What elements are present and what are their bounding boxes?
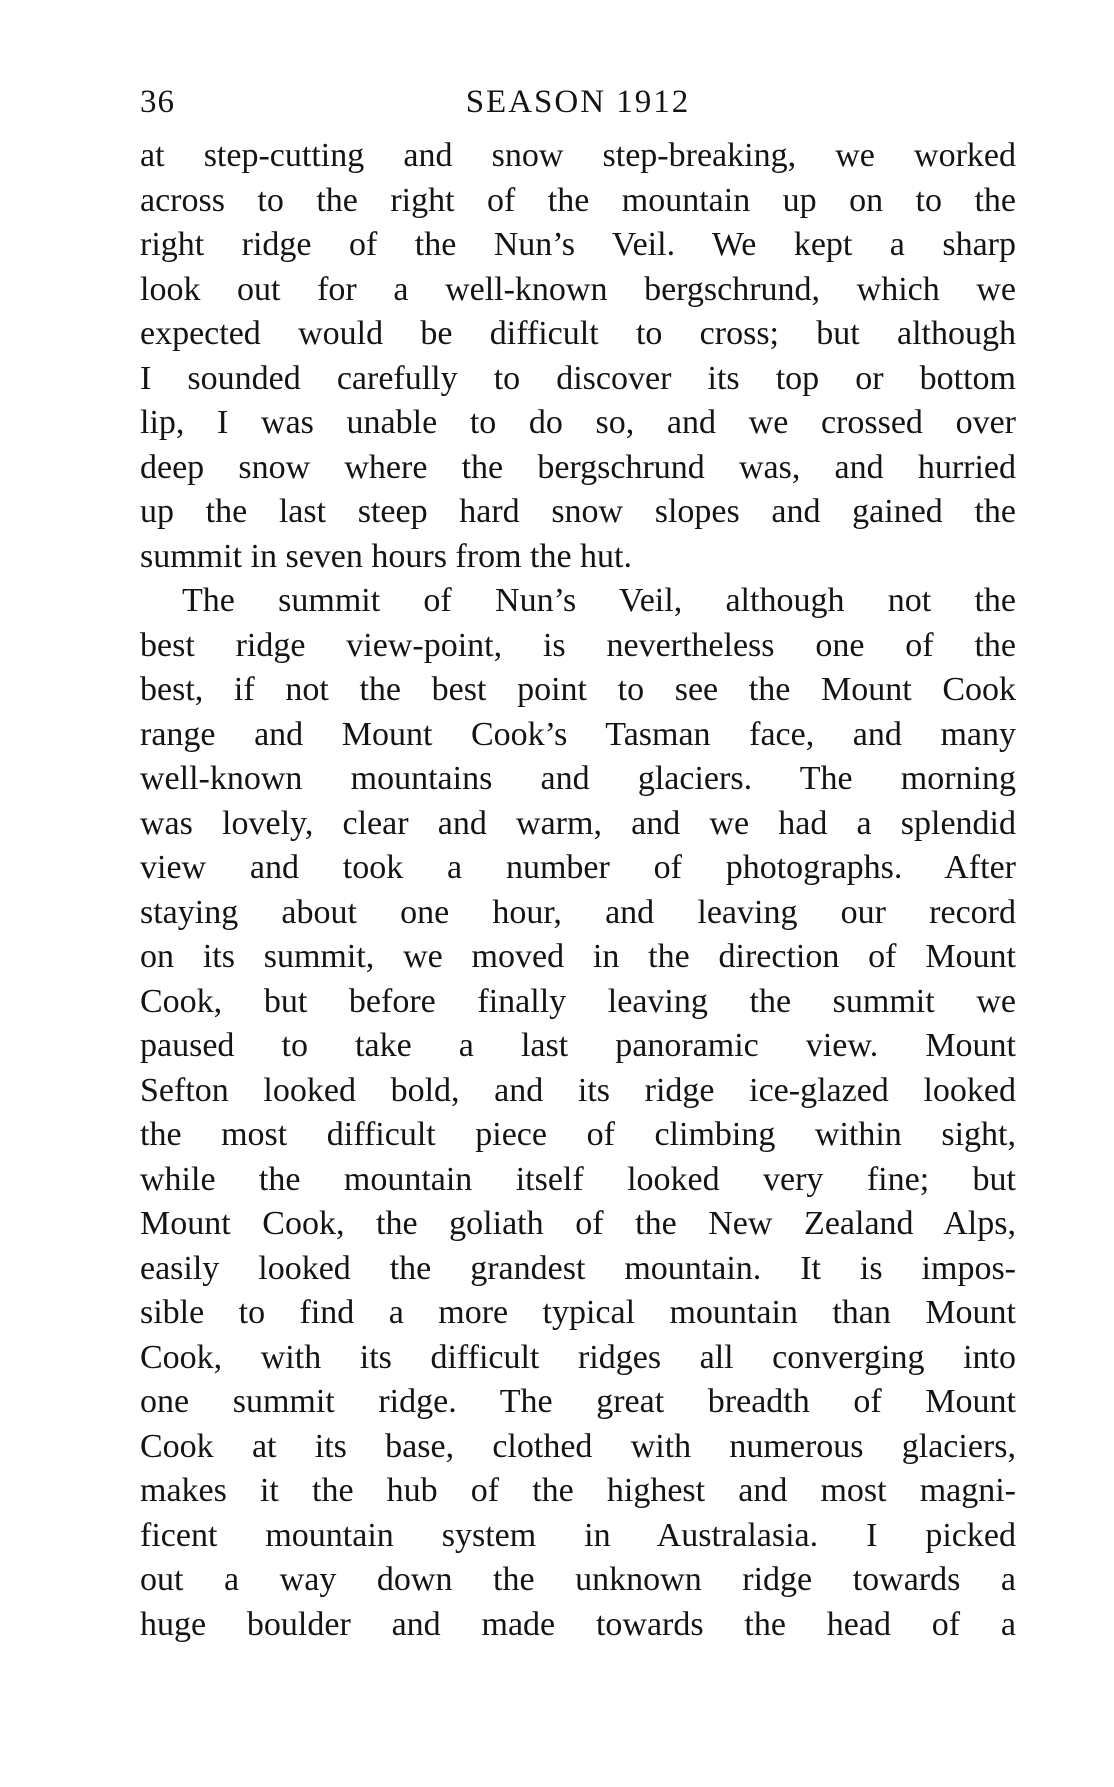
text-line: staying about one hour, and leaving our record [140, 893, 1016, 931]
book-page [140, 78, 1016, 1647]
text-line: Sefton looked bold, and its ridge ice-glazed looked [140, 1071, 1016, 1109]
text-line: sible to find a more typical mountain than Mount [140, 1294, 1016, 1331]
text-line: expected would be difficult to cross; but although [140, 315, 1016, 352]
text-line: summit in seven hours from the hut. [140, 537, 633, 575]
text-line: well-known mountains and glaciers. The morning [140, 760, 1016, 797]
text-line: lip, I was unable to do so, and we crossed over [140, 404, 1016, 441]
text-line: The summit of Nun’s Veil, although not the [182, 582, 1016, 619]
text-line: huge boulder and made towards the head of a [140, 1605, 1016, 1643]
text-line: on its summit, we moved in the direction of Mount [140, 938, 1016, 975]
text-line: out a way down the unknown ridge towards a [140, 1561, 1016, 1598]
text-line: one summit ridge. The great breadth of Mount [140, 1383, 1016, 1420]
text-line: right ridge of the Nun’s Veil. We kept a sharp [140, 226, 1016, 263]
text-line: view and took a number of photographs. After [140, 849, 1016, 886]
text-line: Mount Cook, the goliath of the New Zealand Alps, [140, 1205, 1016, 1242]
text-line: makes it the hub of the highest and most magni- [140, 1472, 1016, 1509]
text-line: ficent mountain system in Australasia. I picked [140, 1516, 1016, 1554]
text-line: across to the right of the mountain up on to the [140, 181, 1016, 219]
text-line: best, if not the best point to see the Mount Cook [140, 671, 1016, 708]
text-line: Cook, but before finally leaving the summit we [140, 982, 1016, 1020]
text-line: Cook, with its difficult ridges all converging into [140, 1338, 1016, 1376]
page-number: 36 [140, 84, 175, 120]
page-header [140, 78, 1016, 134]
text-line: paused to take a last panoramic view. Mount [140, 1027, 1016, 1064]
text-line: while the mountain itself looked very fine; but [140, 1160, 1016, 1198]
text-line: Cook at its base, clothed with numerous glaciers, [140, 1427, 1016, 1465]
text-line: up the last steep hard snow slopes and gained the [140, 493, 1016, 530]
text-line: best ridge view-point, is nevertheless one of the [140, 626, 1016, 664]
text-line: deep snow where the bergschrund was, and hurried [140, 448, 1016, 486]
text-line: range and Mount Cook’s Tasman face, and many [140, 715, 1016, 753]
text-line: was lovely, clear and warm, and we had a splendid [140, 804, 1016, 842]
body-text [140, 134, 1016, 1647]
text-line: look out for a well-known bergschrund, which we [140, 270, 1016, 308]
text-line: I sounded carefully to discover its top or bottom [140, 359, 1016, 397]
running-head: SEASON 1912 [465, 84, 691, 120]
text-line: easily looked the grandest mountain. It is impos- [140, 1249, 1016, 1287]
text-line: the most difficult piece of climbing within sight, [140, 1116, 1016, 1153]
text-line: at step-cutting and snow step-breaking, we worked [140, 137, 1016, 174]
